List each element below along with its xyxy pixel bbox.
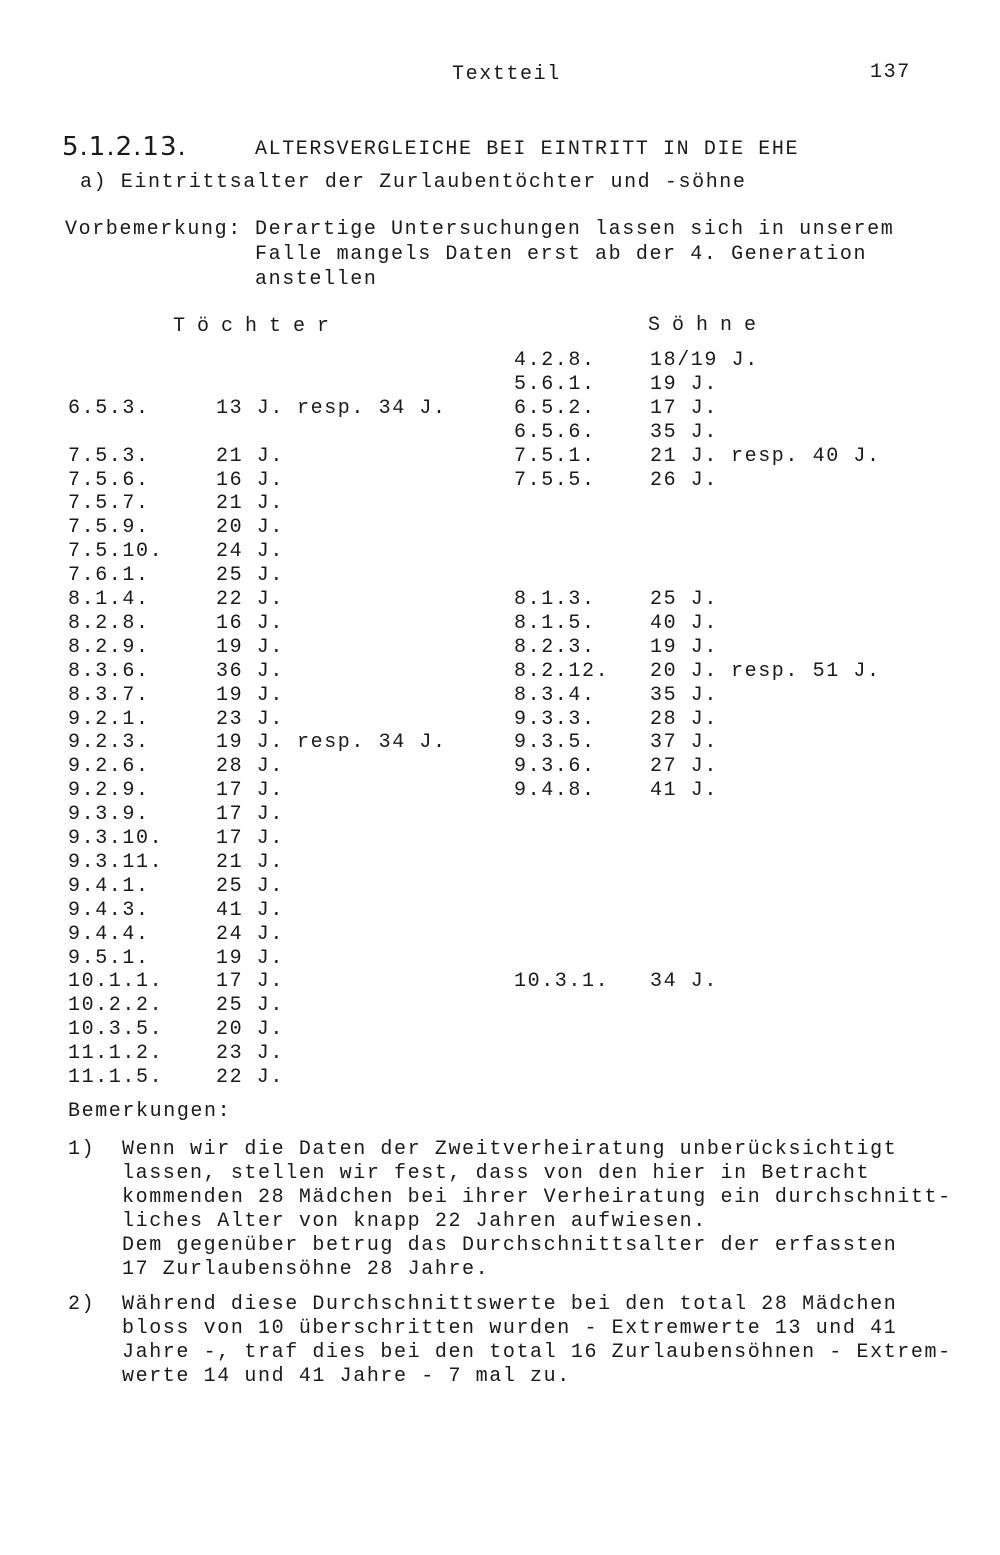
daughter-id: 7.5.6. xyxy=(68,468,150,492)
daughter-id: 8.3.7. xyxy=(68,683,150,707)
daughter-note: resp. 34 J. xyxy=(297,396,447,420)
daughter-age: 16 J. xyxy=(216,468,285,492)
preliminary-line: anstellen xyxy=(255,268,378,291)
son-id: 9.3.6. xyxy=(514,755,596,779)
son-age: 20 J. xyxy=(650,659,719,683)
daughter-note: resp. 34 J. xyxy=(297,731,447,755)
remark-line: Während diese Durchschnittswerte bei den total 28 Mädchen xyxy=(122,1293,898,1316)
daughter-id: 8.2.8. xyxy=(68,611,150,635)
daughter-age: 24 J. xyxy=(216,540,285,564)
son-age: 19 J. xyxy=(650,372,719,396)
daughter-age: 23 J. xyxy=(216,707,285,731)
section-title: ALTERSVERGLEICHE BEI EINTRITT IN DIE EHE xyxy=(255,138,800,161)
son-id: 8.2.3. xyxy=(514,635,596,659)
daughter-age: 28 J. xyxy=(216,755,285,779)
son-age: 19 J. xyxy=(650,635,719,659)
remark-line: lassen, stellen wir fest, dass von den hier in Betracht xyxy=(122,1161,871,1185)
daughter-age: 36 J. xyxy=(216,659,285,683)
son-id: 6.5.2. xyxy=(514,396,596,420)
daughter-id: 7.5.9. xyxy=(68,516,150,540)
son-age: 17 J. xyxy=(650,396,719,420)
son-id: 8.1.5. xyxy=(514,611,596,635)
daughter-age: 13 J. xyxy=(216,396,285,420)
son-id: 10.3.1. xyxy=(514,970,610,994)
daughter-id: 9.2.3. xyxy=(68,731,150,755)
son-age: 27 J. xyxy=(650,755,719,779)
daughter-id: 9.3.9. xyxy=(68,803,150,827)
son-age: 40 J. xyxy=(650,611,719,635)
daughter-id: 10.3.5. xyxy=(68,1018,164,1042)
daughter-id: 8.1.4. xyxy=(68,588,150,611)
daughter-id: 7.5.10. xyxy=(68,540,164,564)
daughter-age: 22 J. xyxy=(216,1066,285,1089)
daughter-age: 17 J. xyxy=(216,779,285,803)
daughter-id: 10.2.2. xyxy=(68,994,164,1018)
daughter-id: 8.3.6. xyxy=(68,659,150,683)
son-id: 7.5.1. xyxy=(514,444,596,468)
daughter-id: 9.2.6. xyxy=(68,755,150,779)
section-subtitle: a) Eintrittsalter der Zurlaubentöchter und -söhne xyxy=(80,171,747,194)
preliminary-line: Falle mangels Daten erst ab der 4. Generation xyxy=(255,243,868,266)
daughter-age: 21 J. xyxy=(216,492,285,516)
son-age: 35 J. xyxy=(650,683,719,707)
daughter-age: 19 J. xyxy=(216,683,285,707)
daughter-age: 25 J. xyxy=(216,564,285,588)
daughter-age: 19 J. xyxy=(216,731,285,755)
remark-line: liches Alter von knapp 22 Jahren aufwiesen. xyxy=(122,1209,707,1233)
remark-line: Dem gegenüber betrug das Durchschnittsalter der erfassten xyxy=(122,1233,898,1257)
running-title: Textteil xyxy=(452,63,561,86)
daughter-id: 9.2.9. xyxy=(68,779,150,803)
son-age: 25 J. xyxy=(650,588,719,611)
page-number: 137 xyxy=(870,61,911,84)
daughter-id: 7.5.3. xyxy=(68,444,150,468)
remark-line: Wenn wir die Daten der Zweitverheiratung unberücksichtigt xyxy=(122,1138,898,1161)
son-id: 8.2.12. xyxy=(514,659,610,683)
remarks-label: Bemerkungen: xyxy=(68,1100,232,1123)
son-age: 21 J. xyxy=(650,444,719,468)
daughter-id: 9.4.3. xyxy=(68,898,150,922)
daughter-id: 11.1.5. xyxy=(68,1066,164,1089)
remark-line: Jahre -, traf dies bei den total 16 Zurlaubensöhnen - Extrem- xyxy=(122,1340,952,1364)
son-age: 35 J. xyxy=(650,420,719,444)
daughter-age: 23 J. xyxy=(216,1042,285,1066)
daughter-age: 22 J. xyxy=(216,588,285,611)
daughter-id: 10.1.1. xyxy=(68,970,164,994)
son-note: resp. 40 J. xyxy=(731,444,881,468)
son-id: 9.3.5. xyxy=(514,731,596,755)
son-age: 41 J. xyxy=(650,779,719,803)
daughter-id: 9.4.4. xyxy=(68,922,150,946)
daughter-id: 6.5.3. xyxy=(68,396,150,420)
son-id: 4.2.8. xyxy=(514,349,596,372)
son-age: 37 J. xyxy=(650,731,719,755)
daughter-age: 19 J. xyxy=(216,635,285,659)
son-id: 8.1.3. xyxy=(514,588,596,611)
daughters-header: Töchter xyxy=(173,315,342,338)
daughter-id: 8.2.9. xyxy=(68,635,150,659)
daughter-id: 9.2.1. xyxy=(68,707,150,731)
daughter-age: 21 J. xyxy=(216,850,285,874)
preliminary-label: Vorbemerkung: xyxy=(65,218,242,241)
daughter-age: 24 J. xyxy=(216,922,285,946)
son-id: 9.3.3. xyxy=(514,707,596,731)
remark-line: 17 Zurlaubensöhne 28 Jahre. xyxy=(122,1257,490,1281)
daughter-age: 17 J. xyxy=(216,827,285,850)
daughter-id: 9.3.10. xyxy=(68,827,164,850)
daughter-age: 20 J. xyxy=(216,1018,285,1042)
son-id: 9.4.8. xyxy=(514,779,596,803)
son-id: 8.3.4. xyxy=(514,683,596,707)
remark-line: kommenden 28 Mädchen bei ihrer Verheiratung ein durchschnitt- xyxy=(122,1185,952,1209)
daughter-id: 9.4.1. xyxy=(68,874,150,898)
section-number: 5.1.2.13. xyxy=(62,132,187,162)
son-note: resp. 51 J. xyxy=(731,659,881,683)
son-age: 34 J. xyxy=(650,970,719,994)
remark-line: werte 14 und 41 Jahre - 7 mal zu. xyxy=(122,1364,571,1388)
son-age: 18/19 J. xyxy=(650,349,759,372)
daughter-id: 7.6.1. xyxy=(68,564,150,588)
daughter-id: 9.5.1. xyxy=(68,946,150,970)
son-id: 5.6.1. xyxy=(514,372,596,396)
daughter-id: 7.5.7. xyxy=(68,492,150,516)
sons-header: Söhne xyxy=(648,314,769,337)
daughter-age: 16 J. xyxy=(216,611,285,635)
son-age: 28 J. xyxy=(650,707,719,731)
daughter-age: 20 J. xyxy=(216,516,285,540)
daughter-age: 19 J. xyxy=(216,946,285,970)
daughter-id: 11.1.2. xyxy=(68,1042,164,1066)
daughter-age: 25 J. xyxy=(216,874,285,898)
daughter-age: 17 J. xyxy=(216,970,285,994)
son-id: 7.5.5. xyxy=(514,468,596,492)
daughter-age: 17 J. xyxy=(216,803,285,827)
son-age: 26 J. xyxy=(650,468,719,492)
son-id: 6.5.6. xyxy=(514,420,596,444)
remark-line: bloss von 10 überschritten wurden - Extremwerte 13 und 41 xyxy=(122,1316,898,1340)
daughter-age: 41 J. xyxy=(216,898,285,922)
remark-marker: 1) xyxy=(68,1138,96,1161)
daughter-age: 25 J. xyxy=(216,994,285,1018)
daughter-age: 21 J. xyxy=(216,444,285,468)
remark-marker: 2) xyxy=(68,1293,96,1316)
preliminary-line: Derartige Untersuchungen lassen sich in unserem xyxy=(255,218,895,241)
daughter-id: 9.3.11. xyxy=(68,850,164,874)
